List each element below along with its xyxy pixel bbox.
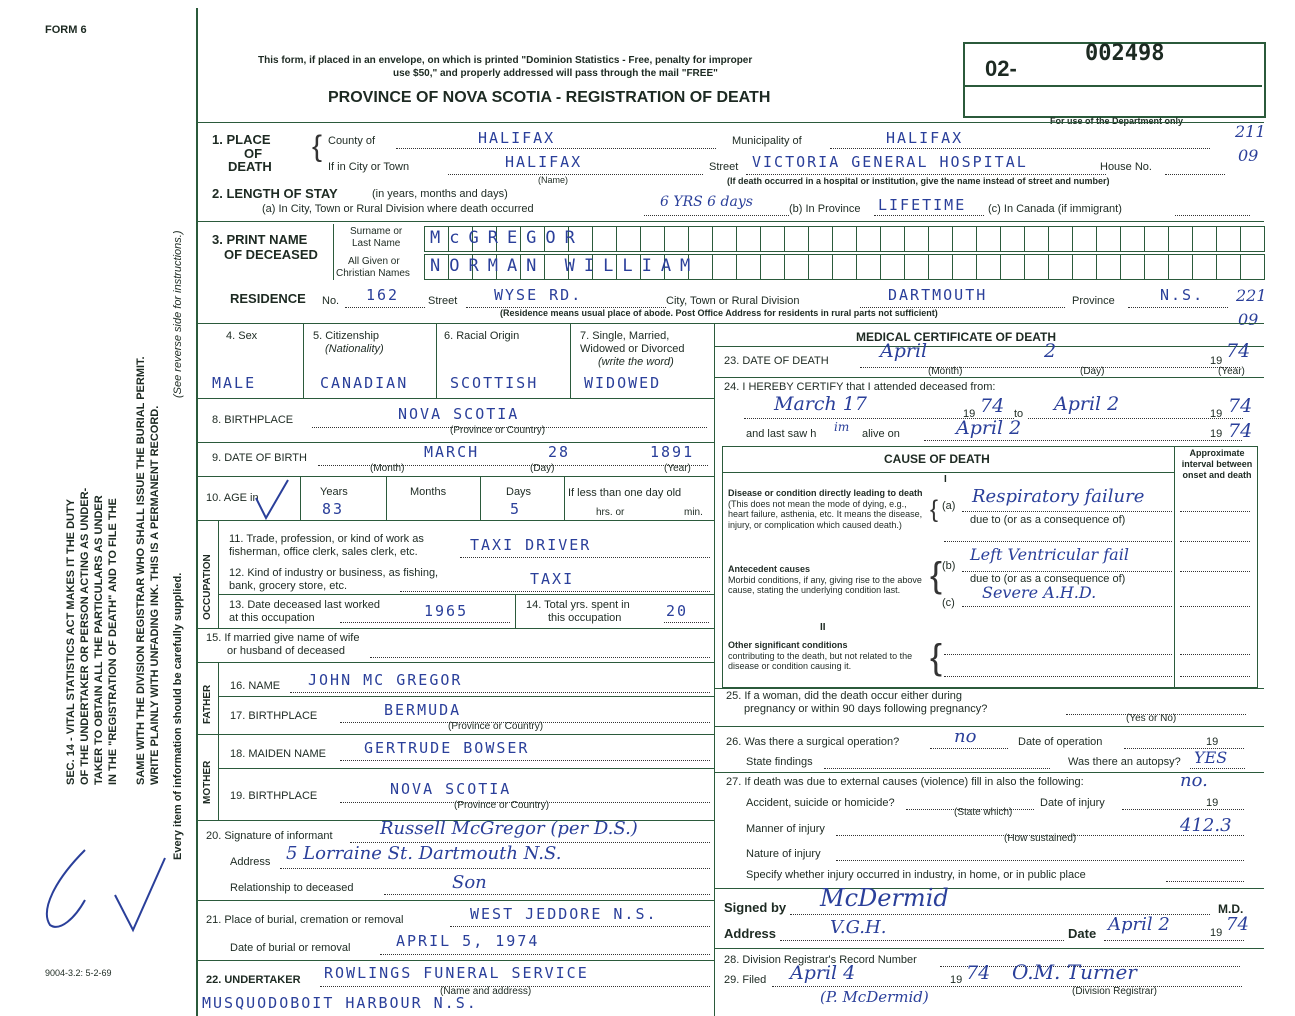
street-value: VICTORIA GENERAL HOSPITAL [752, 153, 1028, 171]
residence-street-value: WYSE RD. [494, 286, 583, 304]
filed-date-value: April 4 [790, 962, 856, 984]
residence-city-value: DARTMOUTH [888, 286, 988, 304]
signed-by-value: McDermid [820, 884, 949, 912]
age-checkmark-icon [252, 478, 292, 522]
place-label-3: DEATH [228, 159, 272, 174]
dob-year-label: (Year) [664, 463, 691, 474]
last-worked-label-1: 13. Date deceased last worked [229, 599, 381, 611]
brace-icon: { [312, 130, 323, 163]
place-label-1: 1. PLACE [212, 132, 271, 147]
given-label-1: All Given or [348, 256, 400, 267]
birthplace-label: 8. BIRTHPLACE [212, 414, 294, 426]
mother-birthplace-value: NOVA SCOTIA [390, 780, 512, 798]
municipality-label: Municipality of [732, 135, 802, 147]
trade-label-1: 11. Trade, profession, or kind of work as [229, 533, 424, 545]
department-use-note: For use of the Department only [1050, 116, 1184, 126]
occupation-side-label: OCCUPATION [202, 554, 213, 620]
cause-c-label: (c) [942, 597, 955, 609]
signed-date-value: April 2 [1108, 914, 1170, 935]
certify-label: 24. I HEREBY CERTIFY that I attended deceased from: [724, 381, 996, 393]
margin-line-5: SAME WITH THE DIVISION REGISTRAR WHO SHALL ISSUE THE BURIAL PERMIT. [135, 356, 147, 785]
filed-year-prefix: 19 [950, 974, 963, 986]
dob-day-value: 28 [548, 443, 571, 461]
citizenship-value: CANADIAN [320, 374, 409, 392]
marital-label-2: Widowed or Divorced [580, 343, 685, 355]
autopsy-answer-value: YES [1194, 748, 1228, 767]
place-label-2: OF [244, 146, 263, 161]
maiden-name-label: 18. MAIDEN NAME [230, 748, 326, 760]
industry-label-2: bank, grocery store, etc. [229, 580, 347, 592]
signed-date-label: Date [1068, 926, 1097, 941]
citizenship-label: 5. Citizenship [313, 330, 380, 342]
industry-label-1: 12. Kind of industry or business, as fishing, [229, 567, 439, 579]
attended-to-year-value: 74 [1228, 395, 1253, 417]
county-label: County of [328, 135, 376, 147]
stay-sublabel: (in years, months and days) [372, 188, 508, 200]
undertaker-sublabel: (Name and address) [440, 986, 532, 997]
age-hrs-label: hrs. or [596, 507, 625, 518]
father-name-label: 16. NAME [230, 680, 281, 692]
filed-year-value: 74 [966, 962, 991, 984]
cause-b-value: Left Ventricular fail [970, 545, 1129, 564]
mother-birthplace-label: 19. BIRTHPLACE [230, 790, 318, 802]
department-code-2: 09 [1238, 146, 1259, 165]
death-day-sublabel: (Day) [1080, 366, 1105, 377]
city-value: HALIFAX [505, 153, 583, 171]
burial-place-label: 21. Place of burial, cremation or removal [206, 914, 404, 926]
state-findings-label: State findings [746, 756, 813, 768]
burial-date-value: APRIL 5, 1974 [396, 932, 540, 950]
mother-side-label: MOTHER [202, 760, 213, 804]
state-which-sublabel: (State which) [954, 807, 1013, 818]
external-causes-label: 27. If death was due to external causes (violence) fill in also the following: [726, 776, 1084, 788]
trade-label-2: fisherman, office clerk, sales clerk, etc. [229, 546, 418, 558]
informant-address-value: 5 Lorraine St. Dartmouth N.S. [286, 843, 562, 864]
margin-line-3: TAKER TO OBTAIN ALL THE PARTICULARS AS UNDER [93, 495, 105, 785]
manner-code-value: 412.3 [1180, 815, 1232, 836]
surname-value: McGREGOR [430, 228, 584, 248]
residence-city-label: City, Town or Rural Division [666, 295, 800, 307]
other-conditions-heading: Other significant conditions [728, 640, 848, 650]
age-less-than-day-label: If less than one day old [568, 487, 682, 499]
date-of-death-year-value: 74 [1226, 340, 1251, 362]
spouse-label-1: 15. If married give name of wife [206, 632, 360, 644]
department-code-3: 221 [1236, 286, 1267, 305]
division-registrar-value: O.M. Turner [1012, 960, 1137, 984]
signer-address-label: Address [724, 926, 777, 941]
dob-year-value: 1891 [650, 443, 695, 461]
injury-date-label: Date of injury [1040, 797, 1105, 809]
hospital-note: (If death occurred in a hospital or institution, give the name instead of street and number) [727, 176, 1110, 186]
medical-certificate-title: MEDICAL CERTIFICATE OF DEATH [856, 330, 1056, 344]
stay-label: 2. LENGTH OF STAY [212, 186, 338, 201]
attended-to-label: to [1014, 408, 1024, 420]
house-label: House No. [1100, 161, 1152, 173]
division-registrar-sublabel: (Division Registrar) [1072, 986, 1158, 997]
last-worked-label-2: at this occupation [229, 612, 315, 624]
last-saw-year-prefix: 19 [1210, 428, 1223, 440]
informant-signature-label: 20. Signature of informant [206, 830, 333, 842]
deceased-label-2: OF DECEASED [224, 247, 318, 262]
department-code-4: 09 [1238, 310, 1259, 329]
name-sublabel: (Name) [538, 175, 569, 185]
marital-value: WIDOWED [584, 374, 662, 392]
informant-address-label: Address [230, 856, 271, 868]
mother-birthplace-sublabel: (Province or Country) [454, 800, 550, 811]
date-of-death-year-prefix: 19 [1210, 355, 1223, 367]
age-label: 10. AGE in [206, 492, 259, 504]
cause-brace-icon: { [930, 496, 939, 523]
total-years-label-2: this occupation [548, 612, 622, 624]
antecedent-cause-heading: Antecedent causes [728, 564, 811, 574]
father-birthplace-sublabel: (Province or Country) [448, 721, 544, 732]
given-names-value: NORMAN WILLIAM [430, 256, 700, 276]
nature-of-injury-label: Nature of injury [746, 848, 821, 860]
municipality-value: HALIFAX [886, 129, 964, 147]
dob-month-value: MARCH [424, 443, 480, 461]
stay-a-label: (a) In City, Town or Rural Division where death occurred [262, 203, 534, 215]
pregnancy-question-line1: 25. If a woman, did the death occur either during [726, 690, 963, 702]
sex-label: 4. Sex [226, 330, 258, 342]
residence-province-value: N.S. [1160, 286, 1205, 304]
undertaker-label: 22. UNDERTAKER [206, 974, 301, 986]
signed-by-label: Signed by [724, 900, 787, 915]
department-code-1: 211 [1235, 122, 1266, 141]
cause-part-1-label: I [944, 474, 947, 485]
mailing-note-line2: use $50," and properly addressed will pass through the mail "FREE" [393, 68, 718, 79]
sex-value: MALE [212, 374, 257, 392]
operation-date-label: Date of operation [1018, 736, 1103, 748]
residence-label: RESIDENCE [230, 291, 306, 306]
father-birthplace-value: BERMUDA [384, 701, 462, 719]
initials-mark [15, 840, 175, 935]
injury-year-prefix: 19 [1206, 797, 1219, 809]
due-to-label-2: due to (or as a consequence of) [970, 573, 1126, 585]
margin-line-4: IN THE "REGISTRATION OF DEATH" AND TO FILE THE [107, 498, 119, 785]
age-months-label: Months [410, 486, 447, 498]
surgery-answer-value: no [954, 726, 977, 747]
form-code: 9004-3.2: 5-2-69 [45, 968, 112, 978]
maiden-name-value: GERTRUDE BOWSER [364, 739, 530, 757]
filed-label: 29. Filed [724, 974, 767, 986]
last-saw-date-value: April 2 [956, 417, 1022, 439]
citizenship-sublabel: (Nationality) [325, 343, 384, 355]
burial-date-label: Date of burial or removal [230, 942, 351, 954]
last-worked-value: 1965 [424, 602, 469, 620]
stay-b-value: LIFETIME [878, 196, 967, 214]
antecedent-cause-instructions [728, 564, 928, 596]
stay-a-value: 6 YRS 6 days [660, 194, 753, 210]
marital-label-1: 7. Single, Married, [580, 330, 670, 342]
signer-address-value: V.G.H. [830, 917, 887, 938]
surgery-question-label: 26. Was there a surgical operation? [726, 736, 900, 748]
birthplace-value: NOVA SCOTIA [398, 405, 520, 423]
form-title: PROVINCE OF NOVA SCOTIA - REGISTRATION OF DEATH [328, 89, 771, 106]
registration-prefix: 02- [985, 56, 1017, 81]
dob-label: 9. DATE OF BIRTH [212, 452, 307, 464]
attended-to-year-prefix: 19 [1210, 408, 1223, 420]
age-days-value: 5 [510, 500, 522, 518]
signed-year-value: 74 [1226, 914, 1249, 935]
attended-from-year-prefix: 19 [963, 408, 976, 420]
date-of-death-day-value: 2 [1044, 340, 1057, 362]
other-conditions-instructions [728, 640, 928, 672]
attended-from-year-value: 74 [980, 395, 1005, 417]
dob-month-label: (Month) [370, 463, 405, 474]
direct-cause-instructions [728, 488, 928, 530]
cause-a-label: (a) [942, 500, 956, 512]
racial-origin-value: SCOTTISH [450, 374, 539, 392]
county-value: HALIFAX [478, 129, 556, 147]
cause-of-death-title: CAUSE OF DEATH [884, 452, 990, 466]
father-birthplace-label: 17. BIRTHPLACE [230, 710, 318, 722]
age-years-label: Years [320, 486, 348, 498]
date-of-death-label: 23. DATE OF DEATH [724, 355, 829, 367]
record-number-label: 28. Division Registrar's Record Number [724, 954, 917, 966]
direct-cause-heading: Disease or condition directly leading to death [728, 488, 923, 498]
last-saw-pronoun-value: im [834, 420, 850, 434]
residence-province-label: Province [1072, 295, 1115, 307]
surname-label-1: Surname or [350, 226, 403, 237]
marital-label-3: (write the word) [598, 356, 674, 368]
age-min-label: min. [684, 507, 703, 518]
antecedent-cause-detail: Morbid conditions, if any, giving rise to the above cause, stating the underlying condition last. [728, 574, 922, 595]
industry-value: TAXI [530, 570, 575, 588]
surname-label-2: Last Name [352, 238, 401, 249]
cause-b-label: (b) [942, 560, 956, 572]
last-saw-label: and last saw h [746, 428, 817, 440]
cause-c-value: Severe A.H.D. [982, 583, 1097, 602]
total-years-label-1: 14. Total yrs. spent in [526, 599, 630, 611]
due-to-label-1: due to (or as a consequence of) [970, 514, 1126, 526]
dob-day-label: (Day) [530, 463, 555, 474]
pregnancy-question-line2: pregnancy or within 90 days following pregnancy? [744, 703, 988, 715]
undertaker-value: ROWLINGS FUNERAL SERVICE [324, 964, 589, 982]
city-label: If in City or Town [328, 161, 410, 173]
father-name-value: JOHN MC GREGOR [308, 671, 463, 689]
residence-no-value: 162 [366, 286, 400, 304]
residence-no-label: No. [322, 295, 340, 307]
spouse-label-2: or husband of deceased [227, 645, 346, 657]
md-label: M.D. [1218, 902, 1244, 916]
date-of-death-month-value: April [880, 340, 928, 362]
burial-place-value: WEST JEDDORE N.S. [470, 905, 658, 923]
undertaker-address-value: MUSQUODOBOIT HARBOUR N.S. [202, 994, 478, 1012]
other-conditions-detail: contributing to the death, but not related to the disease or condition causing it. [728, 650, 913, 671]
racial-origin-label: 6. Racial Origin [444, 330, 520, 342]
mailing-note-line1: This form, if placed in an envelope, on which is printed "Dominion Statistics - Free, penalty for improper [258, 55, 753, 66]
father-side-label: FATHER [202, 684, 213, 724]
age-years-value: 83 [322, 500, 345, 518]
last-saw-year-value: 74 [1228, 420, 1253, 442]
street-label: Street [709, 161, 739, 173]
form-number: FORM 6 [45, 24, 87, 36]
deceased-label-1: 3. PRINT NAME [212, 232, 308, 247]
informant-signature-value: Russell McGregor (per D.S.) [380, 818, 638, 839]
other-conditions-brace-icon: { [930, 636, 943, 677]
interval-header: Approximate interval between onset and death [1181, 448, 1253, 480]
alive-on-label: alive on [862, 428, 900, 440]
manner-of-injury-label: Manner of injury [746, 823, 825, 835]
antecedent-brace-icon: { [930, 554, 943, 595]
given-label-2: Christian Names [336, 268, 410, 279]
total-years-value: 20 [666, 602, 689, 620]
residence-street-label: Street [428, 295, 458, 307]
birthplace-sublabel: (Province or Country) [450, 425, 546, 436]
death-year-sublabel: (Year) [1218, 366, 1245, 377]
yes-no-sublabel: (Yes or No) [1126, 713, 1177, 724]
signed-year-prefix: 19 [1210, 927, 1223, 939]
relationship-value: Son [452, 872, 487, 893]
external-causes-value: no. [1180, 770, 1208, 791]
death-month-sublabel: (Month) [928, 366, 963, 377]
attended-from-value: March 17 [774, 393, 867, 415]
margin-line-1: SEC. 14 - VITAL STATISTICS ACT MAKES IT THE DUTY [65, 498, 77, 785]
autopsy-question-label: Was there an autopsy? [1068, 756, 1181, 768]
margin-line-7: Every item of information should be carefully supplied. [172, 572, 184, 860]
accident-label: Accident, suicide or homicide? [746, 797, 895, 809]
attended-to-value: April 2 [1054, 393, 1120, 415]
margin-line-2: OF THE UNDERTAKER OR PERSON ACTING AS UNDER- [79, 487, 91, 785]
direct-cause-detail: (This does not mean the mode of dying, e.g., heart failure, asthenia, etc. It means the disease, injury, or complication which caused death.) [728, 498, 923, 530]
residence-note: (Residence means usual place of abode. Post Office Address for residents in rural parts not sufficient) [500, 308, 938, 318]
how-sustained-sublabel: (How sustained) [1004, 833, 1077, 844]
cause-a-value: Respiratory failure [972, 486, 1145, 507]
registrar-note-value: (P. McDermid) [820, 988, 929, 1006]
operation-year-prefix: 19 [1206, 736, 1219, 748]
trade-value: TAXI DRIVER [470, 536, 592, 554]
margin-line-6: WRITE PLAINLY WITH UNFADING INK. THIS IS A PERMANENT RECORD. [149, 405, 161, 785]
stay-b-label: (b) In Province [789, 203, 861, 215]
place-of-injury-label: Specify whether injury occurred in industry, in home, or in public place [746, 869, 1086, 881]
stay-c-label: (c) In Canada (if immigrant) [988, 203, 1122, 215]
margin-line-8: (See reverse side for instructions.) [172, 230, 184, 398]
relationship-label: Relationship to deceased [230, 882, 354, 894]
age-days-label: Days [506, 486, 532, 498]
cause-part-2-label: II [820, 622, 826, 633]
registration-number: 002498 [1085, 41, 1165, 66]
